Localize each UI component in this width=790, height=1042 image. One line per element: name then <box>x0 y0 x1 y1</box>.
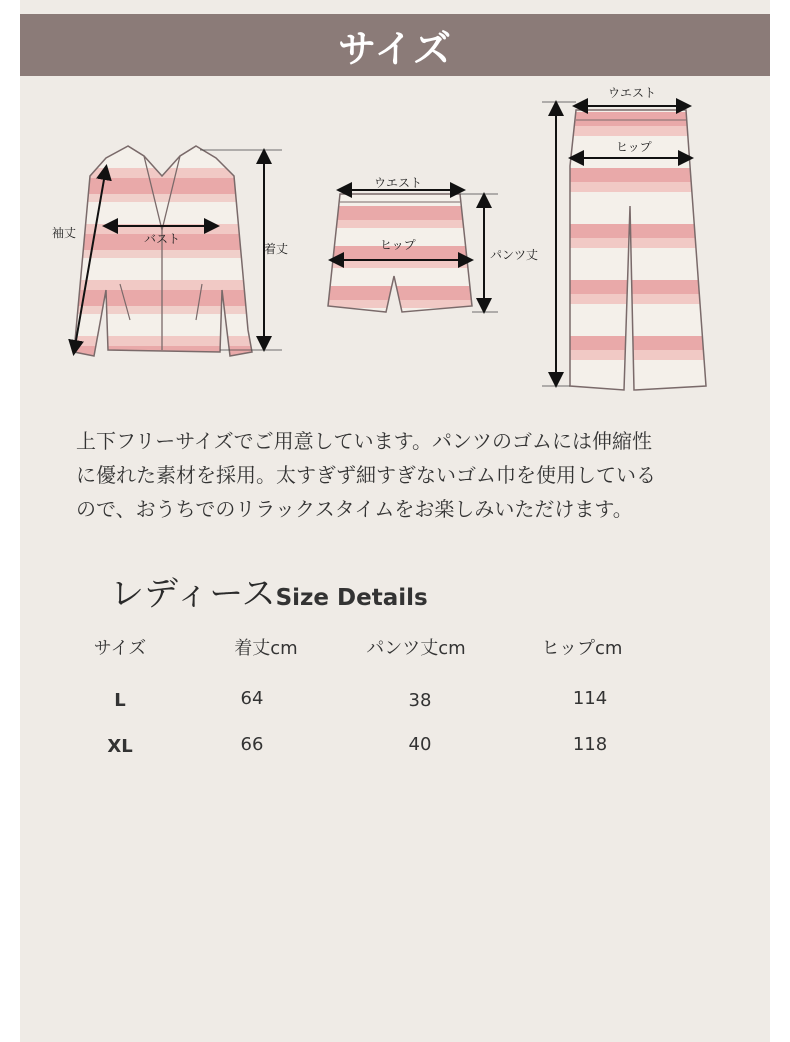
table-cell-length: 64 <box>240 688 264 709</box>
pants-hip-label: ヒップ <box>616 140 652 154</box>
table-cell-size: L <box>114 690 126 711</box>
jacket-bust-label: バスト <box>144 232 181 246</box>
table-cell-pants-length: 38 <box>408 690 432 711</box>
size-banner <box>20 14 770 76</box>
table-header-size: サイズ <box>93 638 147 659</box>
table-cell-size: XL <box>107 736 133 757</box>
jacket-length-label: 着丈 <box>264 242 289 256</box>
size-details-heading <box>110 566 428 615</box>
shorts-waist-label: ウエスト <box>374 176 423 190</box>
table-header-length: 着丈cm <box>234 638 298 659</box>
jacket-illustration <box>74 146 282 356</box>
section-title-en: Size Details <box>275 585 428 611</box>
table-cell-pants-length: 40 <box>408 734 432 755</box>
description-line: 上下フリーサイズでご用意しています。パンツのゴムには伸縮性 <box>76 429 652 453</box>
table-header-hip: ヒップcm <box>541 638 623 659</box>
jacket-sleeve-label: 袖丈 <box>52 226 77 240</box>
table-cell-hip: 118 <box>572 734 608 755</box>
pants-waist-label: ウエスト <box>608 86 657 100</box>
shorts-length-label: パンツ丈 <box>490 248 539 262</box>
banner-title: サイズ <box>338 26 452 71</box>
description-line: ので、おうちでのリラックスタイムをお楽しみいただけます。 <box>76 497 633 521</box>
size-diagram <box>20 80 770 400</box>
description-line: に優れた素材を採用。太すぎず細すぎないゴム巾を使用している <box>76 463 656 487</box>
table-cell-length: 66 <box>240 734 264 755</box>
table-header-pants-length: パンツ丈cm <box>366 638 466 659</box>
shorts-hip-label: ヒップ <box>380 238 416 252</box>
table-cell-hip: 114 <box>572 688 608 709</box>
description <box>76 424 736 526</box>
section-title-jp: レディース <box>110 574 276 614</box>
